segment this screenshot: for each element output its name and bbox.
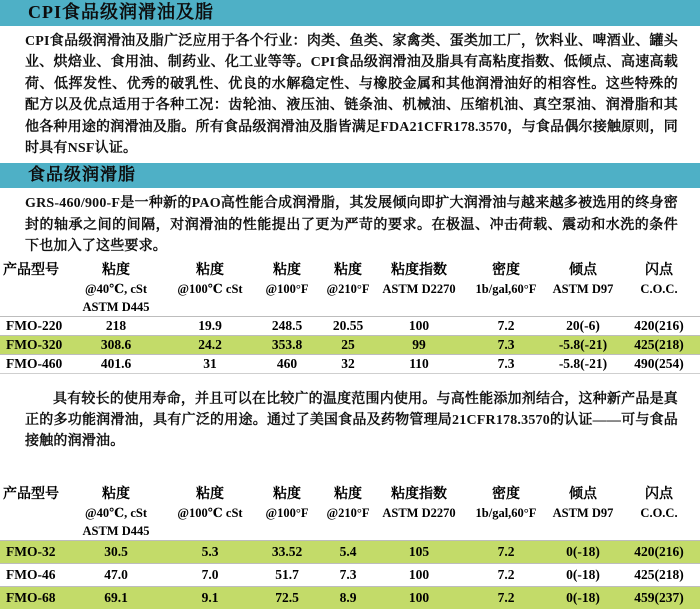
value-cell: -5.8(-21) [558, 355, 608, 371]
value-cell: 51.7 [275, 566, 299, 582]
value-cell: 7.2 [497, 566, 515, 582]
value-cell: 19.9 [198, 317, 222, 333]
table-row [0, 563, 700, 586]
product-model: FMO-460 [6, 355, 63, 371]
value-cell: 105 [408, 543, 430, 559]
value-cell: 24.2 [198, 336, 222, 352]
value-cell: 20(-6) [566, 317, 600, 333]
value-cell: 401.6 [100, 355, 132, 371]
value-cell: 69.1 [104, 589, 128, 605]
header-viscosity-100c: 粘度 @100℃ cSt [177, 486, 243, 520]
value-cell: 100 [408, 589, 430, 605]
value-cell: 33.52 [271, 543, 303, 559]
header-viscosity-100f: 粘度 @100°F [265, 262, 309, 296]
table-row [0, 354, 700, 373]
value-cell: 7.0 [201, 566, 219, 582]
product-model: FMO-68 [6, 589, 56, 605]
section2-title: 食品级润滑脂 [28, 165, 136, 185]
table-row [0, 540, 700, 563]
value-cell: 47.0 [104, 566, 128, 582]
value-cell: 72.5 [275, 589, 299, 605]
value-cell: 110 [409, 355, 429, 371]
table-row [0, 316, 700, 335]
value-cell: 490(254) [634, 355, 684, 371]
section2-title-bar [0, 163, 700, 188]
value-cell: 31 [203, 355, 217, 371]
value-cell: 9.1 [201, 589, 219, 605]
value-cell: 353.8 [271, 336, 303, 352]
value-cell: 7.2 [497, 543, 515, 559]
value-cell: 0(-18) [566, 543, 600, 559]
value-cell: 425(218) [634, 336, 684, 352]
value-cell: 420(216) [634, 543, 684, 559]
value-cell: 248.5 [271, 317, 303, 333]
value-cell: 459(237) [634, 589, 684, 605]
value-cell: 218 [105, 317, 127, 333]
table-header-row [0, 482, 700, 541]
header-product-model: 产品型号 [3, 486, 59, 502]
value-cell: 425(218) [634, 566, 684, 582]
header-viscosity-index: 粘度指数 ASTM D2270 [382, 262, 456, 296]
table-row [0, 335, 700, 354]
value-cell: 0(-18) [566, 566, 600, 582]
value-cell: 8.9 [339, 589, 357, 605]
header-viscosity-210f: 粘度 @210°F [326, 262, 370, 296]
value-cell: 7.3 [339, 566, 357, 582]
header-viscosity-index: 粘度指数 ASTM D2270 [382, 486, 456, 520]
value-cell: 460 [276, 355, 298, 371]
value-cell: 99 [412, 336, 426, 352]
lubricant-oil-table-2 [0, 482, 700, 609]
section1-title-bar [0, 0, 700, 26]
header-viscosity-40c: 粘度 @40℃, cSt ASTM D445 [82, 486, 150, 538]
table-header-row [0, 258, 700, 317]
product-model: FMO-32 [6, 543, 56, 559]
header-pour-point: 倾点 ASTM D97 [552, 262, 614, 296]
value-cell: 7.3 [497, 355, 515, 371]
value-cell: 7.3 [497, 336, 515, 352]
header-flash-point: 闪点 C.O.C. [640, 486, 678, 520]
value-cell: 5.4 [339, 543, 357, 559]
lubricant-oil-table-1 [0, 258, 700, 374]
table-row [0, 586, 700, 609]
header-viscosity-100f: 粘度 @100°F [265, 486, 309, 520]
value-cell: 25 [341, 336, 355, 352]
header-pour-point: 倾点 ASTM D97 [552, 486, 614, 520]
product-model: FMO-220 [6, 317, 63, 333]
value-cell: 0(-18) [566, 589, 600, 605]
header-density: 密度 1b/gal,60°F [475, 486, 537, 520]
value-cell: 5.3 [201, 543, 219, 559]
value-cell: 100 [408, 317, 430, 333]
header-viscosity-100c: 粘度 @100℃ cSt [177, 262, 243, 296]
value-cell: 7.2 [497, 589, 515, 605]
product-model: FMO-46 [6, 566, 56, 582]
value-cell: 30.5 [104, 543, 128, 559]
value-cell: 32 [341, 355, 355, 371]
value-cell: 100 [408, 566, 430, 582]
section1-paragraph: CPI食品级润滑油及脂广泛应用于各个行业：肉类、鱼类、家禽类、蛋类加工厂，饮料业、啤酒业、罐头业、烘焙业、食用油、制药业、化工业等等。CPI食品级润滑油及脂具有高粘度指数、低倾点、高速高载荷、低挥发性、优秀的破乳性、优良的水解稳定性、与橡胶金属和其他润滑油好的相容性。这些特殊的配方以及优点适用于各种工况：齿轮油、液压油、链条油、机械油、压缩机油、真空泵油、润滑脂和其他各种用途的润滑油及脂。所有食品级润滑油及脂皆满足FDA21CFR178.3570，与食品偶尔接触原则，同时具有NSF认证。 [25, 34, 678, 157]
value-cell: -5.8(-21) [558, 336, 608, 352]
value-cell: 7.2 [497, 317, 515, 333]
header-product-model: 产品型号 [3, 262, 59, 278]
header-density: 密度 1b/gal,60°F [475, 262, 537, 296]
section2-paragraph: GRS-460/900-F是一种新的PAO高性能合成润滑脂，其发展倾向即扩大润滑油与越来越多被选用的终身密封的轴承之间的间隔，对润滑油的性能提出了更为严苛的要求。在极温、冲击荷载、震动和水洗的条件下也加入了这些要求。 [25, 196, 678, 255]
header-flash-point: 闪点 C.O.C. [640, 262, 678, 296]
section2-paragraph2: 具有较长的使用寿命，并且可以在比较广的温度范围内使用。与高性能添加剂结合，这种新产品是真正的多功能润滑油，具有广泛的用途。通过了美国食品及药物管理局21CFR178.3570的认证——可与食品接触的润滑油。 [25, 391, 678, 450]
value-cell: 308.6 [100, 336, 132, 352]
value-cell: 20.55 [332, 317, 364, 333]
value-cell: 420(216) [634, 317, 684, 333]
section1-title: CPI食品级润滑油及脂 [28, 2, 214, 22]
product-model: FMO-320 [6, 336, 63, 352]
header-viscosity-40c: 粘度 @40℃, cSt ASTM D445 [82, 262, 150, 314]
header-viscosity-210f: 粘度 @210°F [326, 486, 370, 520]
